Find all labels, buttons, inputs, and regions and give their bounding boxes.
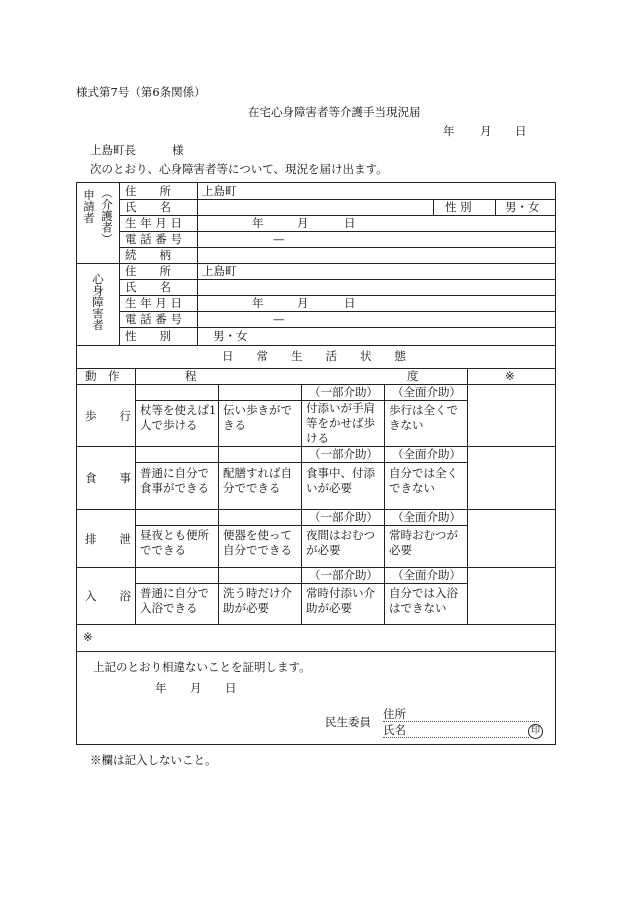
walking-full-label: （全面介助） xyxy=(392,385,461,399)
seal-mark: 印 xyxy=(528,724,543,739)
eating-option-4[interactable]: 自分では全くできない xyxy=(389,466,458,495)
excretion-action: 排 泄 xyxy=(85,532,131,546)
applicant-relation-label: 続 柄 xyxy=(125,248,171,262)
form-number: 様式第7号（第6条関係） xyxy=(76,85,206,99)
certify-statement: 上記のとおり相違ないことを証明します。 xyxy=(93,660,311,674)
disabled-label: 心身障害者 xyxy=(91,273,105,331)
applicant-sub-label: （介護者） xyxy=(100,187,114,245)
excretion-option-2[interactable]: 便器を使って自分でできる xyxy=(223,528,292,557)
walking-option-1[interactable]: 杖等を使えば1人で歩ける xyxy=(140,403,217,432)
daily-life-heading: 日 常 生 活 状 態 xyxy=(222,349,406,363)
applicant-sex-value[interactable]: 男・女 xyxy=(505,200,540,214)
bathing-option-3[interactable]: 常時付添い介助が必要 xyxy=(306,586,375,615)
applicant-sex-label: 性 別 xyxy=(445,200,472,214)
disabled-birth-day: 日 xyxy=(344,296,356,310)
walking-option-3[interactable]: 付添いが手肩等をかせば歩ける xyxy=(306,401,375,445)
walking-action: 歩 行 xyxy=(85,409,131,423)
eating-partial-label: （一部介助） xyxy=(309,447,378,461)
applicant-name-label: 氏 名 xyxy=(125,200,171,214)
bathing-option-1[interactable]: 普通に自分で入浴できる xyxy=(140,586,209,615)
disabled-phone-label: 電 話 番 号 xyxy=(125,312,182,326)
disabled-sex-value[interactable]: 男・女 xyxy=(213,329,248,343)
col-action-header: 動 作 xyxy=(85,369,120,383)
applicant-label: 申請者 xyxy=(82,189,96,224)
walking-option-4[interactable]: 歩行は全くできない xyxy=(389,403,458,432)
bathing-partial-label: （一部介助） xyxy=(309,568,378,582)
applicant-address-value[interactable]: 上島町 xyxy=(202,184,237,198)
excretion-partial-label: （一部介助） xyxy=(309,510,378,524)
disabled-sex-label: 性 別 xyxy=(125,329,171,343)
bathing-option-2[interactable]: 洗う時だけ介助が必要 xyxy=(223,586,292,615)
applicant-birth-month: 月 xyxy=(297,216,309,230)
remark-mark: ※ xyxy=(83,630,93,644)
addressee-honorific: 様 xyxy=(172,143,184,157)
certify-month: 月 xyxy=(190,681,202,695)
excretion-full-label: （全面介助） xyxy=(392,510,461,524)
excretion-option-1[interactable]: 昼夜とも便所でできる xyxy=(140,528,209,557)
walking-option-2[interactable]: 伝い歩きができる xyxy=(223,403,292,432)
excretion-option-3[interactable]: 夜間はおむつが必要 xyxy=(306,528,375,557)
applicant-address-label: 住 所 xyxy=(125,184,171,198)
bathing-full-label: （全面介助） xyxy=(392,568,461,582)
commissioner-address-line[interactable] xyxy=(383,721,539,722)
col-degree-header-1: 程 xyxy=(185,369,197,383)
disabled-address-label: 住 所 xyxy=(125,264,171,278)
bathing-option-4[interactable]: 自分では入浴はできない xyxy=(389,586,458,615)
eating-option-3[interactable]: 食事中、付添いが必要 xyxy=(306,466,375,495)
eating-option-2[interactable]: 配膳すれば自分でできる xyxy=(223,466,292,495)
disabled-birth-month: 月 xyxy=(297,296,309,310)
date-day-label: 日 xyxy=(515,124,527,138)
disabled-name-label: 氏 名 xyxy=(125,280,171,294)
applicant-phone-label: 電 話 番 号 xyxy=(125,232,182,246)
date-month-label: 月 xyxy=(480,124,492,138)
applicant-birth-year: 年 xyxy=(252,216,264,230)
certify-year: 年 xyxy=(155,681,167,695)
welfare-commissioner-label: 民生委員 xyxy=(325,715,371,729)
intro-text: 次のとおり、心身障害者等について、現況を届け出ます。 xyxy=(90,162,388,176)
disabled-phone-value[interactable]: — xyxy=(273,312,285,326)
footnote: ※欄は記入しないこと。 xyxy=(90,753,217,767)
commissioner-name-label: 氏名 xyxy=(383,723,406,737)
disabled-birth-label: 生 年 月 日 xyxy=(125,296,182,310)
eating-action: 食 事 xyxy=(85,471,131,485)
commissioner-name-line[interactable] xyxy=(383,737,529,738)
eating-option-1[interactable]: 普通に自分で食事ができる xyxy=(140,466,209,495)
col-mark-header: ※ xyxy=(505,369,515,383)
disabled-address-value[interactable]: 上島町 xyxy=(202,264,237,278)
eating-full-label: （全面介助） xyxy=(392,447,461,461)
form-table xyxy=(76,182,556,745)
page-title: 在宅心身障害者等介護手当現況届 xyxy=(248,105,421,119)
bathing-action: 入 浴 xyxy=(85,589,131,603)
excretion-option-4[interactable]: 常時おむつが必要 xyxy=(389,528,458,557)
col-degree-header-2: 度 xyxy=(407,369,419,383)
applicant-birth-label: 生 年 月 日 xyxy=(125,216,182,230)
applicant-birth-day: 日 xyxy=(344,216,356,230)
disabled-birth-year: 年 xyxy=(252,296,264,310)
applicant-phone-value[interactable]: — xyxy=(273,232,285,246)
certify-day: 日 xyxy=(225,681,237,695)
commissioner-address-label: 住所 xyxy=(383,707,406,721)
walking-partial-label: （一部介助） xyxy=(309,385,378,399)
addressee: 上島町長 xyxy=(90,143,136,157)
date-year-label: 年 xyxy=(443,124,455,138)
